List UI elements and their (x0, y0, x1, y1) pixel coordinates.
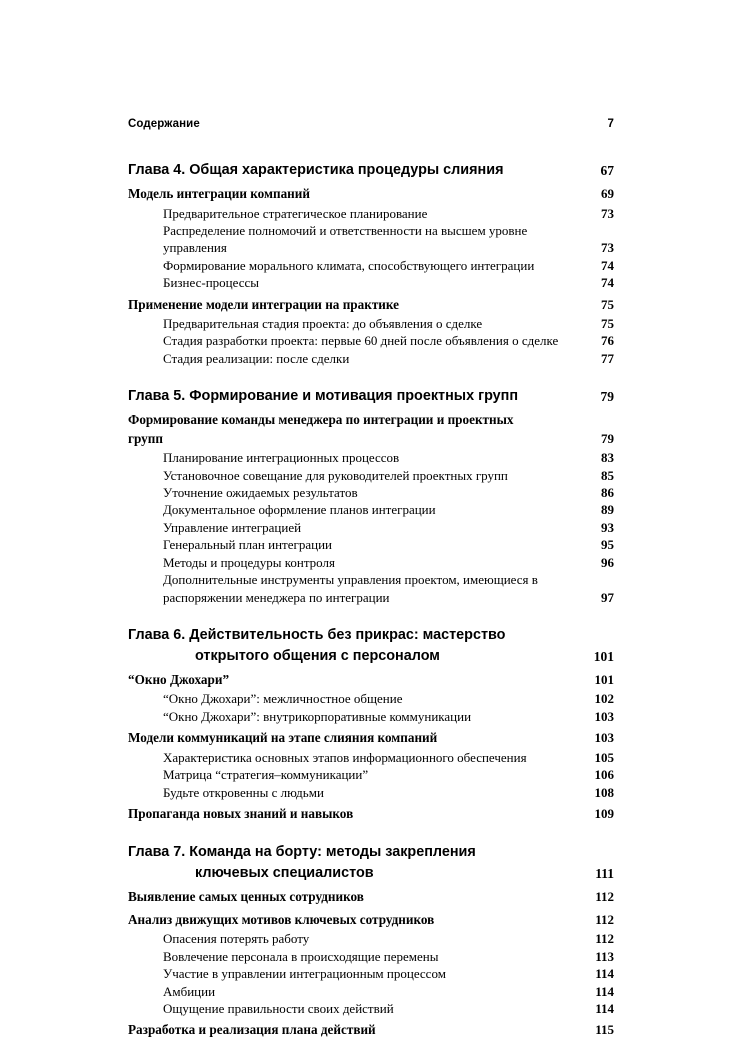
toc-entry-label: Матрица “стратегия–коммуникации” (163, 767, 369, 783)
toc-sub-entry[interactable] (163, 749, 614, 766)
toc-sub-entry[interactable] (163, 205, 614, 222)
toc-entry-label: Стадия реализации: после сделки (163, 350, 350, 366)
toc-entry-label: Установочное совещание для руководителей проектных групп (163, 467, 508, 483)
toc-sub-entry[interactable] (163, 554, 614, 571)
toc-sub-entry[interactable] (163, 784, 614, 801)
toc-entry-page-number: 74 (601, 275, 614, 291)
toc-sub-entry[interactable] (163, 467, 614, 484)
toc-sub-entry[interactable] (163, 332, 614, 349)
toc-entry-page-number: 74 (601, 257, 614, 273)
toc-entry-label: Анализ движущих мотивов ключевых сотрудников (128, 911, 435, 927)
toc-entry-page-number: 115 (595, 1022, 614, 1038)
toc-entry-label: Распределение полномочий и ответственности на высшем уровне управления (163, 222, 528, 256)
toc-entry-label: Опасения потерять работу (163, 931, 310, 947)
toc-entry-page-number: 114 (595, 966, 614, 982)
toc-section-entry[interactable] (128, 1021, 614, 1040)
toc-entry-page-number: 113 (595, 948, 614, 964)
toc-section-entry[interactable] (128, 671, 614, 690)
toc-section-entry[interactable] (128, 805, 614, 824)
toc-chapter-entry[interactable] (128, 842, 614, 884)
toc-sub-entry[interactable] (163, 948, 614, 965)
toc-entry-label: “Окно Джохари” (128, 671, 230, 687)
toc-sub-entry[interactable] (163, 222, 614, 257)
toc-entry-label: Характеристика основных этапов информационного обеспечения (163, 749, 527, 765)
toc-entry-page-number: 105 (594, 749, 614, 765)
toc-entry-page-number: 97 (601, 589, 614, 605)
toc-entry-label: Будьте откровенны с людьми (163, 784, 324, 800)
toc-entry-label: Бизнес-процессы (163, 275, 259, 291)
toc-section-entry[interactable] (128, 729, 614, 748)
toc-sub-entry[interactable] (163, 930, 614, 947)
toc-entry-page-number: 77 (601, 350, 614, 366)
toc-entry-label: Формирование морального климата, способствующего интеграции (163, 257, 535, 273)
toc-entry-label: Амбиции (163, 983, 216, 999)
toc-section-entry[interactable] (128, 185, 614, 204)
toc-entry-page-number: 73 (601, 205, 614, 221)
toc-entry-page-number: 96 (601, 554, 614, 570)
toc-entry-page-number: 75 (601, 316, 614, 332)
toc-sub-entry[interactable] (163, 571, 614, 606)
running-header-page-number: 7 (607, 118, 614, 130)
toc-entry-label: Вовлечение персонала в происходящие перемены (163, 948, 439, 964)
toc-entry-label: Документальное оформление планов интеграции (163, 502, 436, 518)
running-header (128, 118, 614, 130)
toc-chapter-entry[interactable] (128, 625, 614, 667)
toc-entry-page-number: 111 (595, 866, 614, 882)
toc-entry-page-number: 76 (601, 333, 614, 349)
toc-entry-page-number: 114 (595, 1001, 614, 1017)
toc-entry-page-number: 101 (594, 671, 614, 687)
toc-entry-page-number: 102 (594, 691, 614, 707)
toc-entry-page-number: 85 (601, 467, 614, 483)
toc-entry-label: Модель интеграции компаний (128, 186, 310, 201)
toc-entry-page-number: 73 (601, 240, 614, 256)
toc-entry-page-number: 112 (595, 911, 614, 927)
toc-entry-label: Участие в управлении интеграционным процессом (163, 966, 446, 982)
toc-sub-entry[interactable] (163, 501, 614, 518)
toc-entry-page-number: 112 (595, 889, 614, 905)
toc-sub-entry[interactable] (163, 536, 614, 553)
toc-entry-label: Планирование интеграционных процессов (163, 450, 400, 466)
toc-entry-label: Формирование команды менеджера по интеграции и проектных групп (128, 412, 514, 446)
toc-entry-page-number: 79 (600, 389, 614, 405)
toc-sub-entry[interactable] (163, 708, 614, 725)
toc-entry-page-number: 103 (594, 708, 614, 724)
toc-entry-label: Стадия разработки проекта: первые 60 дней после объявления о сделке (163, 333, 559, 349)
toc-entry-page-number: 95 (601, 537, 614, 553)
toc-entry-page-number: 93 (601, 519, 614, 535)
toc-sub-entry[interactable] (163, 965, 614, 982)
toc-entry-label: Разработка и реализация плана действий (128, 1022, 376, 1038)
toc-entry-page-number: 69 (601, 186, 614, 201)
table-of-contents-list (128, 160, 614, 1040)
toc-sub-entry[interactable] (163, 449, 614, 466)
toc-sub-entry[interactable] (163, 484, 614, 501)
toc-content (128, 118, 614, 1041)
toc-entry-label: Применение модели интеграции на практике (128, 296, 400, 312)
toc-chapter-entry[interactable] (128, 160, 614, 181)
toc-entry-label: Генеральный план интеграции (163, 537, 332, 553)
toc-entry-label: Управление интеграцией (163, 519, 302, 535)
toc-chapter-entry[interactable] (128, 386, 614, 407)
toc-entry-page-number: 101 (593, 648, 614, 664)
toc-sub-entry[interactable] (163, 274, 614, 291)
toc-entry-page-number: 79 (601, 430, 614, 446)
toc-entry-page-number: 89 (601, 502, 614, 518)
toc-entry-label: Уточнение ожидаемых результатов (163, 485, 358, 501)
toc-entry-page-number: 108 (594, 784, 614, 800)
toc-entry-label: “Окно Джохари”: внутрикорпоративные коммуникации (163, 708, 472, 724)
running-header-title: Содержание (128, 118, 200, 130)
toc-section-entry[interactable] (128, 296, 614, 315)
toc-entry-page-number: 112 (595, 931, 614, 947)
toc-entry-label: Дополнительные инструменты управления проектом, имеющиеся в распоряжении менеджера по интеграции (163, 572, 538, 605)
toc-entry-page-number: 75 (601, 296, 614, 312)
toc-entry-page-number: 106 (594, 767, 614, 783)
toc-sub-entry[interactable] (163, 983, 614, 1000)
toc-entry-label: Модели коммуникаций на этапе слияния компаний (128, 730, 438, 746)
toc-section-entry[interactable] (128, 411, 614, 448)
toc-sub-entry[interactable] (163, 766, 614, 783)
toc-entry-page-number: 86 (601, 485, 614, 501)
toc-entry-page-number: 67 (600, 163, 614, 178)
toc-sub-entry[interactable] (163, 315, 614, 332)
toc-entry-label: “Окно Джохари”: межличностное общение (163, 691, 403, 707)
toc-sub-entry[interactable] (163, 519, 614, 536)
toc-entry-label: Глава 4. Общая характеристика процедуры слияния (128, 162, 504, 178)
toc-sub-entry[interactable] (163, 257, 614, 274)
toc-section-entry[interactable] (128, 911, 614, 930)
toc-sub-entry[interactable] (163, 690, 614, 707)
toc-entry-label: Предварительное стратегическое планирование (163, 205, 428, 221)
toc-entry-label: Методы и процедуры контроля (163, 554, 335, 570)
toc-entry-label: Предварительная стадия проекта: до объявления о сделке (163, 316, 483, 332)
toc-entry-page-number: 83 (601, 450, 614, 466)
toc-entry-label: Глава 7. Команда на борту: методы закрепления ключевых специалистов (128, 844, 476, 882)
toc-entry-label: Выявление самых ценных сотрудников (128, 889, 364, 905)
toc-entry-page-number: 109 (594, 805, 614, 821)
toc-entry-page-number: 114 (595, 983, 614, 999)
toc-sub-entry[interactable] (163, 1000, 614, 1017)
toc-entry-label: Пропаганда новых знаний и навыков (128, 805, 354, 821)
toc-section-entry[interactable] (128, 888, 614, 907)
toc-entry-label: Глава 5. Формирование и мотивация проектных групп (128, 388, 519, 405)
toc-entry-label: Ощущение правильности своих действий (163, 1001, 394, 1017)
toc-entry-page-number: 103 (594, 730, 614, 746)
toc-entry-label: Глава 6. Действительность без прикрас: мастерство открытого общения с персоналом (128, 626, 506, 664)
toc-sub-entry[interactable] (163, 350, 614, 367)
